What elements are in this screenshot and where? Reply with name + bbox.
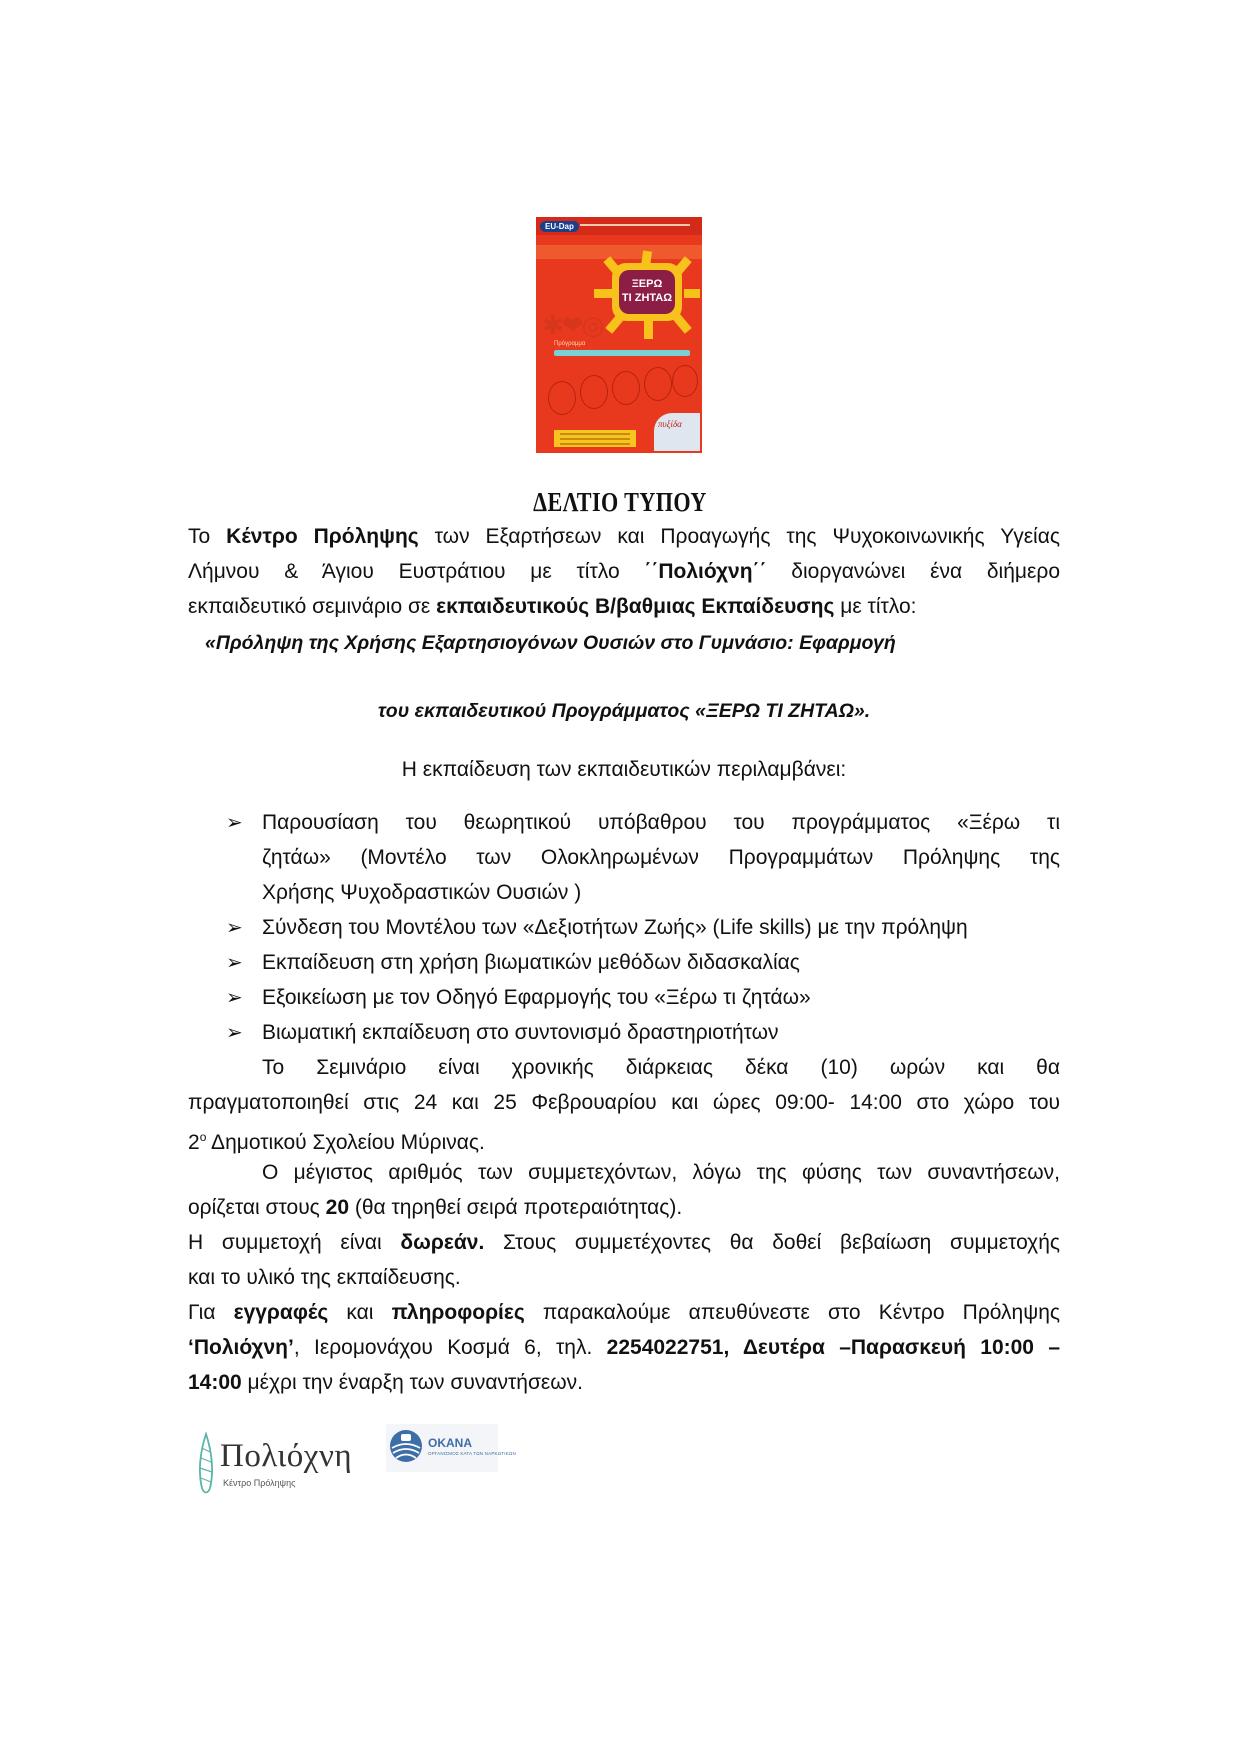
contact-line-3: 14:00 μέχρι την έναρξη των συναντήσεων.	[188, 1371, 583, 1394]
okana-emblem-icon	[388, 1428, 424, 1464]
intro-line-1: Το Κέντρο Πρόληψης των Εξαρτήσεων και Προαγωγής της Ψυχοκοινωνικής Υγείας	[188, 525, 1060, 548]
okana-logo	[386, 1424, 516, 1472]
list-item	[226, 805, 1060, 910]
arrow-bullet-icon: ➢	[226, 915, 243, 939]
cover-title-line1: ΞΕΡΩ	[631, 278, 663, 290]
intro-paragraph	[188, 519, 1060, 624]
capacity-line-2: ορίζεται στους 20 (θα τηρηθεί σειρά προτεραιότητας).	[188, 1196, 683, 1219]
cover-subtitle-bar	[554, 350, 690, 356]
intro-line-3: εκπαιδευτικό σεμινάριο σε εκπαιδευτικούς Β/βαθμιας Εκπαίδευσης με τίτλο:	[188, 595, 917, 618]
contact-paragraph	[188, 1295, 1060, 1400]
decorative-shapes-icon: ✱❤◎	[542, 311, 603, 341]
poliochni-logo	[190, 1430, 353, 1502]
cover-title	[619, 270, 675, 314]
free-line-2: και το υλικό της εκπαίδευσης.	[188, 1266, 461, 1289]
cover-program-label: Πρόγραμμα	[554, 341, 586, 347]
intro-line-2: Λήμνου & Άγιου Ευστράτιου με τίτλο ΄΄Πολιόχνη΄΄ διοργανώνει ένα διήμερο	[188, 560, 1060, 583]
capacity-paragraph	[188, 1155, 1060, 1225]
duration-line-1: Το Σεμινάριο είναι χρονικής διάρκειας δέκα (10) ωρών και θα	[262, 1056, 1060, 1079]
duration-line-3: $2^o$ Δημοτικού Σχολείου Μύρινας.	[188, 1130, 485, 1154]
eu-dap-badge: EU-Dap	[540, 221, 579, 232]
includes-heading: Η εκπαίδευση των εκπαιδευτικών περιλαμβάνει:	[401, 758, 847, 781]
arrow-bullet-icon: ➢	[226, 985, 243, 1009]
pyxida-badge	[654, 413, 700, 451]
list-item	[226, 980, 1060, 1015]
list-item-line: Εκπαίδευση στη χρήση βιωματικών μεθόδων διδασκαλίας	[262, 951, 800, 974]
list-item	[226, 1015, 1060, 1050]
contact-line-1: Για εγγραφές και πληροφορίες παρακαλούμε απευθύνεστε στο Κέντρο Πρόληψης	[188, 1301, 1060, 1324]
seminar-title-line-2: του εκπαιδευτικού Προγράμματος «ΞΕΡΩ ΤΙ ΖΗΤΑΩ».	[377, 700, 871, 722]
poliochni-wordmark: Πολιόχνη	[220, 1438, 353, 1474]
list-item-line: ζητάω» (Μοντέλο των Ολοκληρωμένων Προγραμμάτων Πρόληψης της	[262, 846, 1060, 869]
list-item	[226, 910, 1060, 945]
list-item	[226, 945, 1060, 980]
capacity-line-1: Ο μέγιστος αριθμός των συμμετεχόντων, λόγω της φύσης των συναντήσεων,	[262, 1161, 1060, 1184]
duration-paragraph	[188, 1050, 1060, 1160]
seminar-title-line-1: «Πρόληψη της Χρήσης Εξαρτησιογόνων Ουσιών στο Γυμνάσιο: Εφαρμογή	[205, 632, 896, 654]
list-item-line: Χρήσης Ψυχοδραστικών Ουσιών )	[262, 881, 582, 904]
seashell-icon	[196, 1432, 216, 1498]
free-line-1: Η συμμετοχή είναι δωρεάν. Στους συμμετέχοντες θα δοθεί βεβαίωση συμμετοχής	[188, 1231, 1061, 1254]
poliochni-subtitle: Κέντρο Πρόληψης	[223, 1478, 296, 1488]
phone-and-hours: 2254022751, Δευτέρα –Παρασκευή 10:00 –	[606, 1336, 1060, 1359]
cover-title-line2: ΤΙ ΖΗΤΑΩ	[621, 292, 673, 304]
arrow-bullet-icon: ➢	[226, 1020, 243, 1044]
contact-line-2: ‘Πολιόχνη’, Ιερομονάχου Κοσμά 6, τηλ. 2254022751, Δευτέρα –Παρασκευή 10:00 –	[188, 1336, 1060, 1359]
duration-line-2: πραγματοποιηθεί στις 24 και 25 Φεβρουαρίου και ώρες 09:00- 14:00 στο χώρο του	[188, 1091, 1060, 1114]
free-participation-paragraph	[188, 1225, 1060, 1295]
arrow-bullet-icon: ➢	[226, 950, 243, 974]
list-item-line: Σύνδεση του Μοντέλου των «Δεξιοτήτων Ζωής» (Life skills) με την πρόληψη	[262, 916, 968, 939]
program-cover-image	[536, 217, 702, 453]
page-title: ΔΕΛΤΙΟ ΤΥΠΟΥ	[533, 487, 707, 517]
okana-subtitle: ΟΡΓΑΝΙΣΜΟΣ ΚΑΤΑ ΤΩΝ ΝΑΡΚΩΤΙΚΩΝ	[428, 1451, 516, 1456]
list-item-line: Παρουσίαση του θεωρητικού υπόβαθρου του προγράμματος «Ξέρω τι	[262, 811, 1060, 834]
list-item-line: Εξοικείωση με τον Οδηγό Εφαρμογής του «Ξέρω τι ζητάω»	[262, 986, 811, 1009]
cover-info-box	[554, 430, 636, 447]
list-item-line: Βιωματική εκπαίδευση στο συντονισμό δραστηριοτήτων	[262, 1021, 779, 1044]
okana-wordmark: OKANA	[428, 1436, 472, 1450]
cover-small-text	[580, 224, 690, 226]
arrow-bullet-icon: ➢	[226, 810, 243, 834]
pyxida-badge-text: πυξίδα	[658, 419, 682, 429]
